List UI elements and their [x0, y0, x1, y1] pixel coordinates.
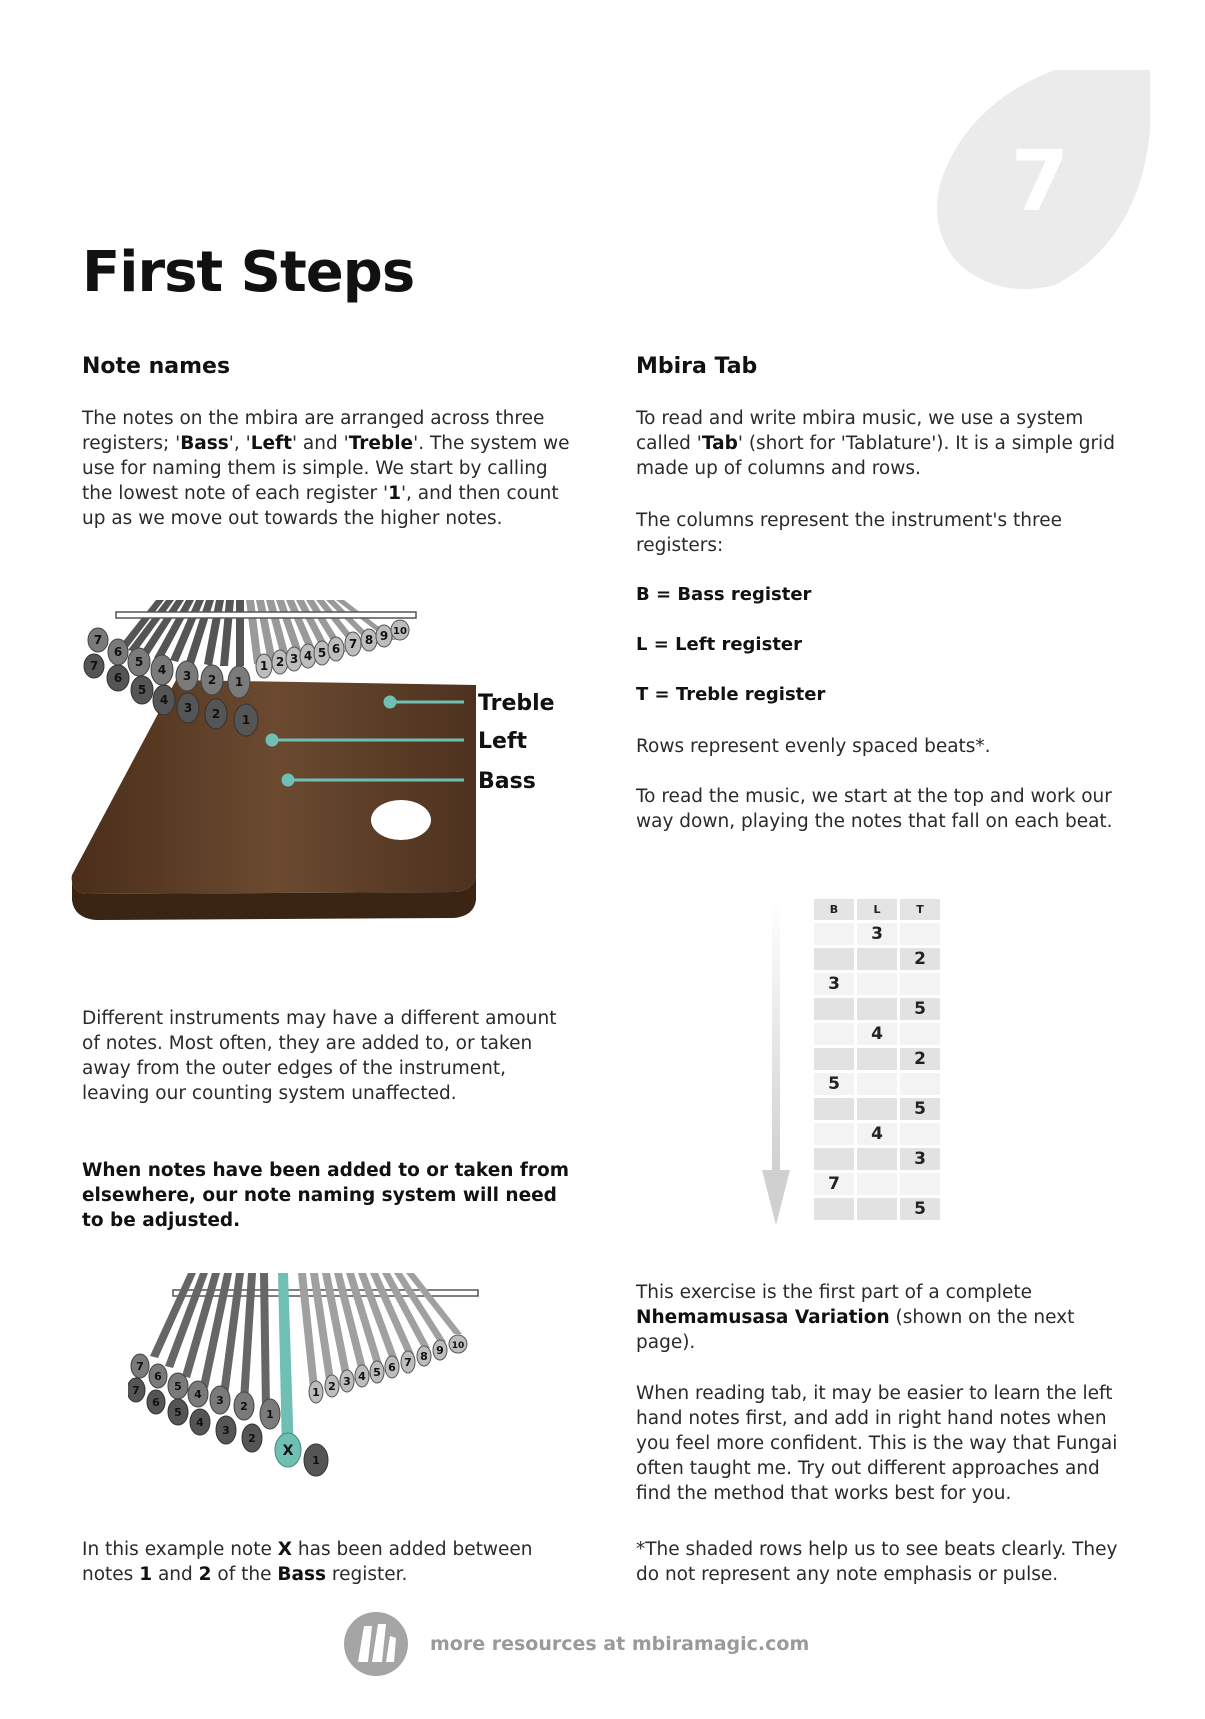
key-label: 5: [174, 1380, 182, 1393]
key-label: 2: [248, 1432, 256, 1445]
tab-row: 5: [814, 998, 940, 1020]
key-label: 1: [234, 675, 244, 689]
key-label: 2: [328, 1380, 336, 1393]
key-label: 3: [289, 652, 299, 666]
key-label: 7: [93, 633, 103, 647]
exercise-text: This exercise is the first part of a complete Nhemamusasa Variation (shown on the next page).: [636, 1282, 1075, 1353]
tab-row: 5: [814, 1098, 940, 1120]
note-names-heading: Note names: [82, 354, 231, 379]
key-label: 7: [136, 1360, 144, 1373]
different-instruments-text: Different instruments may have a different amount of notes. Most often, they are added to, or taken away from the outer edges of the instrument, leaving our counting system unaffected.: [82, 1008, 557, 1104]
mbira-tab-heading: Mbira Tab: [636, 354, 758, 379]
key-label: 2: [275, 655, 285, 669]
key-label: 6: [113, 671, 123, 685]
bass-label: Bass: [478, 769, 536, 794]
treble-label: Treble: [478, 691, 555, 716]
note-names-intro: The notes on the mbira are arranged across three registers; 'Bass', 'Left' and 'Treble'. The system we use for naming them is simple. We start by calling the lowest note of each register '1', and then count up as we move out towards the higher notes.: [82, 408, 570, 529]
key-label: 3: [182, 669, 192, 683]
key-label: 6: [388, 1361, 396, 1374]
mbiramagic-logo-icon: [342, 1610, 410, 1678]
down-arrow-icon: [760, 900, 792, 1230]
key-label: 6: [331, 642, 341, 656]
key-label: 3: [216, 1394, 224, 1407]
key-label: 5: [174, 1406, 182, 1419]
tab-row: 3: [814, 973, 940, 995]
key-label: 1: [241, 713, 251, 727]
key-label: 2: [240, 1400, 248, 1413]
example-text: In this example note X has been added between notes 1 and 2 of the Bass register.: [82, 1539, 533, 1585]
key-label: 6: [154, 1370, 162, 1383]
register-b: B = Bass register: [636, 584, 812, 605]
key-label: 7: [348, 637, 358, 651]
key-label: 5: [137, 683, 147, 697]
key-label: 9: [436, 1344, 444, 1357]
rows-text: Rows represent evenly spaced beats*.: [636, 736, 991, 757]
key-label: 6: [152, 1396, 160, 1409]
mbira-added-note-diagram: [128, 1268, 508, 1488]
key-label: 1: [312, 1454, 320, 1467]
read-text: To read the music, we start at the top and work our way down, playing the notes that fall on each beat.: [636, 786, 1113, 832]
key-label: 1: [266, 1408, 274, 1421]
tab-row: 3: [814, 1148, 940, 1170]
register-t: T = Treble register: [636, 684, 826, 705]
key-label: 7: [89, 659, 99, 673]
left-label: Left: [478, 729, 528, 754]
key-label: 4: [194, 1388, 202, 1401]
key-label: 7: [404, 1356, 412, 1369]
tab-header-b: B: [814, 899, 854, 920]
key-label: 4: [303, 649, 313, 663]
key-label: 5: [134, 655, 144, 669]
tab-row: 4: [814, 1023, 940, 1045]
key-label: 4: [157, 663, 167, 677]
key-label: 10: [393, 626, 407, 637]
key-label: 1: [259, 659, 269, 673]
added-note-x: X: [282, 1443, 294, 1459]
adjustment-warning: When notes have been added to or taken from elsewhere, our note naming system will need to be adjusted.: [82, 1160, 570, 1231]
page-number: 7: [1010, 132, 1070, 230]
mbira-diagram: [66, 590, 586, 930]
key-label: 4: [159, 693, 169, 707]
tab-row: 7: [814, 1173, 940, 1195]
tab-row: 5: [814, 1198, 940, 1220]
tab-row: 2: [814, 948, 940, 970]
key-label: 3: [343, 1375, 351, 1388]
key-label: 6: [113, 645, 123, 659]
columns-text: The columns represent the instrument's three registers:: [636, 510, 1062, 556]
tab-row: 2: [814, 1048, 940, 1070]
key-label: 9: [379, 629, 389, 643]
key-label: 4: [358, 1370, 366, 1383]
key-label: 7: [132, 1384, 140, 1397]
learning-tip-text: When reading tab, it may be easier to learn the left hand notes first, and add in right hand notes when you feel more confident. This is the way that Fungai often taught me. Try out different approaches and find the method that works best for you.: [636, 1383, 1118, 1504]
tab-row: 3: [814, 923, 940, 945]
tab-intro: To read and write mbira music, we use a system called 'Tab' (short for 'Tablature'). It is a simple grid made up of columns and rows.: [636, 408, 1115, 479]
key-label: 8: [420, 1350, 428, 1363]
page-number-badge: [935, 70, 1165, 300]
key-label: 10: [451, 1341, 465, 1351]
tab-row: 4: [814, 1123, 940, 1145]
key-label: 1: [312, 1386, 320, 1399]
tab-header-l: L: [857, 899, 897, 920]
key-label: 3: [183, 701, 193, 715]
key-label: 3: [222, 1424, 230, 1437]
key-label: 5: [373, 1366, 381, 1379]
tab-header-t: T: [900, 899, 940, 920]
page-title: First Steps: [82, 240, 415, 305]
tab-row: 5: [814, 1073, 940, 1095]
footnote-text: *The shaded rows help us to see beats clearly. They do not represent any note emphasis or pulse.: [636, 1539, 1118, 1585]
key-label: 8: [364, 633, 374, 647]
tab-grid: [811, 896, 943, 1223]
key-label: 4: [196, 1416, 204, 1429]
key-label: 5: [317, 646, 327, 660]
key-label: 2: [207, 673, 217, 687]
footer-link[interactable]: more resources at mbiramagic.com: [430, 1633, 810, 1655]
register-l: L = Left register: [636, 634, 803, 655]
key-label: 2: [211, 707, 221, 721]
